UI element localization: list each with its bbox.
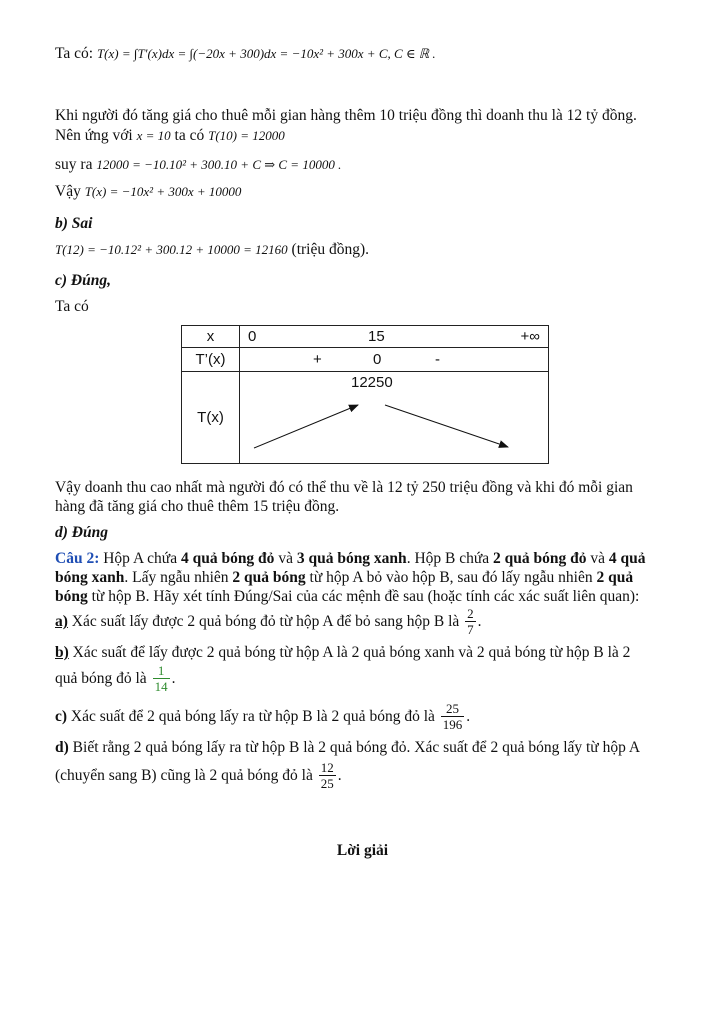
q-bold: 2 quả [596, 569, 634, 586]
increasing-arrow [254, 405, 358, 448]
fraction [319, 760, 336, 792]
context-math: T(10) = 12000 [208, 128, 285, 143]
statement-c: c) Xác suất để 2 quả bóng lấy ra từ hộp B là 2 quả bóng đỏ là $\frac{25}{196}$ . [55, 701, 471, 733]
row-func-label: T(x) [182, 372, 240, 464]
context-line-4 [55, 182, 241, 202]
statement-d-line-1 [55, 738, 640, 758]
context-text: Nên ứng với [55, 127, 133, 144]
q-text: . Lấy ngẫu nhiên [124, 569, 233, 586]
question2-line-2 [55, 568, 633, 588]
denominator: 14 [154, 679, 168, 695]
row-x-values [240, 326, 549, 348]
statement-text: (chuyển sang B) cũng là 2 quả bóng đỏ là [55, 767, 313, 784]
part-d-heading: d) Đúng [55, 524, 108, 541]
sign-left: + [313, 351, 322, 368]
denominator: 7 [467, 622, 474, 638]
part-b-unit: (triệu đồng). [291, 241, 370, 258]
context-text: suy ra [55, 156, 93, 173]
numerator: 2 [467, 606, 474, 622]
statement-text: Biết rằng 2 quả bóng lấy ra từ hộp B là 2 quả bóng đỏ. Xác suất để 2 quả bóng lấy từ hộp A [68, 739, 641, 756]
context-line-2 [55, 126, 285, 146]
fraction [441, 701, 465, 733]
context-math: T(x) = −10x² + 300x + 10000 [84, 184, 242, 199]
row-deriv-label: T’(x) [182, 348, 240, 372]
part-b-math: T(12) = −10.12² + 300.12 + 10000 = 12160 [55, 242, 288, 257]
row-deriv-values [240, 348, 549, 372]
statement-a: a) Xác suất lấy được 2 quả bóng đỏ từ hộp A để bỏ sang hộp B là $\frac{2}{7}$ . [55, 606, 482, 638]
q-text: Hộp A chứa [99, 550, 181, 567]
variation-arrows [240, 372, 549, 464]
part-c-lead: Ta có [55, 298, 89, 315]
denominator: 25 [320, 776, 334, 792]
numerator: 1 [157, 663, 165, 679]
statement-label: d) [55, 739, 69, 756]
q-text: từ hộp A bỏ vào hộp B, sau đó lấy ngẫu nhiên [305, 569, 597, 586]
context-line-1: Khi người đó tăng giá cho thuê mỗi gian hàng thêm 10 triệu đồng thì doanh thu là 12 tỷ đồng. [55, 107, 637, 124]
q-bold: 4 quả bóng đỏ [180, 550, 275, 567]
context-line-3 [55, 155, 341, 175]
context-math: 12000 = −10.10² + 300.10 + C ⇒ C = 10000 . [96, 157, 342, 172]
statement-label: a) [55, 613, 68, 630]
question2-line-1 [55, 549, 646, 569]
part-a-line [55, 44, 436, 64]
q-bold: bóng xanh [55, 569, 125, 586]
row-x-label: x [182, 326, 240, 348]
q-text: . Hộp B chứa [406, 550, 494, 567]
x-start: 0 [248, 328, 257, 345]
variation-table [181, 325, 549, 464]
statement-text: Xác suất để 2 quả bóng lấy ra từ hộp B là 2 quả bóng đỏ là [67, 708, 435, 725]
x-end: +∞ [520, 328, 540, 345]
q-bold: 2 quả bóng đỏ [493, 550, 587, 567]
q-bold: bóng [55, 588, 88, 605]
q-bold: 4 quả [608, 550, 646, 567]
q-text: và [586, 550, 609, 567]
q-text: và [274, 550, 297, 567]
part-b-heading: b) Sai [55, 215, 93, 232]
numerator: 12 [320, 760, 334, 776]
context-text: ta có [174, 127, 205, 144]
solution-title: Lời giải [336, 842, 389, 859]
q-bold: 2 quả bóng [232, 569, 306, 586]
statement-text: quả bóng đỏ là [55, 670, 147, 687]
statement-label: c) [55, 708, 68, 725]
part-a-lead: Ta có: [55, 45, 94, 62]
statement-label: b) [55, 644, 69, 661]
q-bold: 3 quả bóng xanh [296, 550, 407, 567]
fraction [153, 663, 170, 695]
numerator: 25 [446, 701, 460, 717]
conclusion-line-2: hàng đã tăng giá cho thuê thêm 15 triệu đồng. [55, 498, 340, 515]
denominator: 196 [442, 717, 463, 733]
question-label: Câu 2: [55, 550, 100, 567]
decreasing-arrow [385, 405, 508, 447]
part-c-heading: c) Đúng, [55, 272, 111, 289]
part-b-line [55, 240, 369, 260]
context-math: x = 10 [136, 128, 171, 143]
statement-d-line-2: (chuyển sang B) cũng là 2 quả bóng đỏ là $\frac{12}{25}$ . [55, 760, 342, 792]
part-a-formula: T(x) = ∫T′(x)dx = ∫(−20x + 300)dx = −10x² + 300x + C, C ∈ ℝ . [96, 46, 436, 61]
row-func-values [240, 372, 549, 464]
fraction [465, 606, 476, 638]
sign-right: - [435, 351, 440, 368]
statement-b-line-2: quả bóng đỏ là $\frac{1}{14}$ . [55, 663, 176, 695]
statement-text: Xác suất lấy được 2 quả bóng đỏ từ hộp A để bỏ sang hộp B là [67, 613, 460, 630]
x-mid: 15 [368, 328, 385, 345]
max-value: 12250 [351, 374, 393, 391]
deriv-zero: 0 [373, 351, 382, 368]
q-text: từ hộp B. Hãy xét tính Đúng/Sai của các mệnh đề sau (hoặc tính các xác suất liên quan): [87, 588, 640, 605]
context-text: Vậy [55, 183, 81, 200]
statement-text: Xác suất để lấy được 2 quả bóng từ hộp A là 2 quả bóng xanh và 2 quả bóng từ hộp B là 2 [68, 644, 631, 661]
conclusion-line-1: Vậy doanh thu cao nhất mà người đó có thể thu về là 12 tỷ 250 triệu đồng và khi đó mỗi gian [55, 479, 633, 496]
